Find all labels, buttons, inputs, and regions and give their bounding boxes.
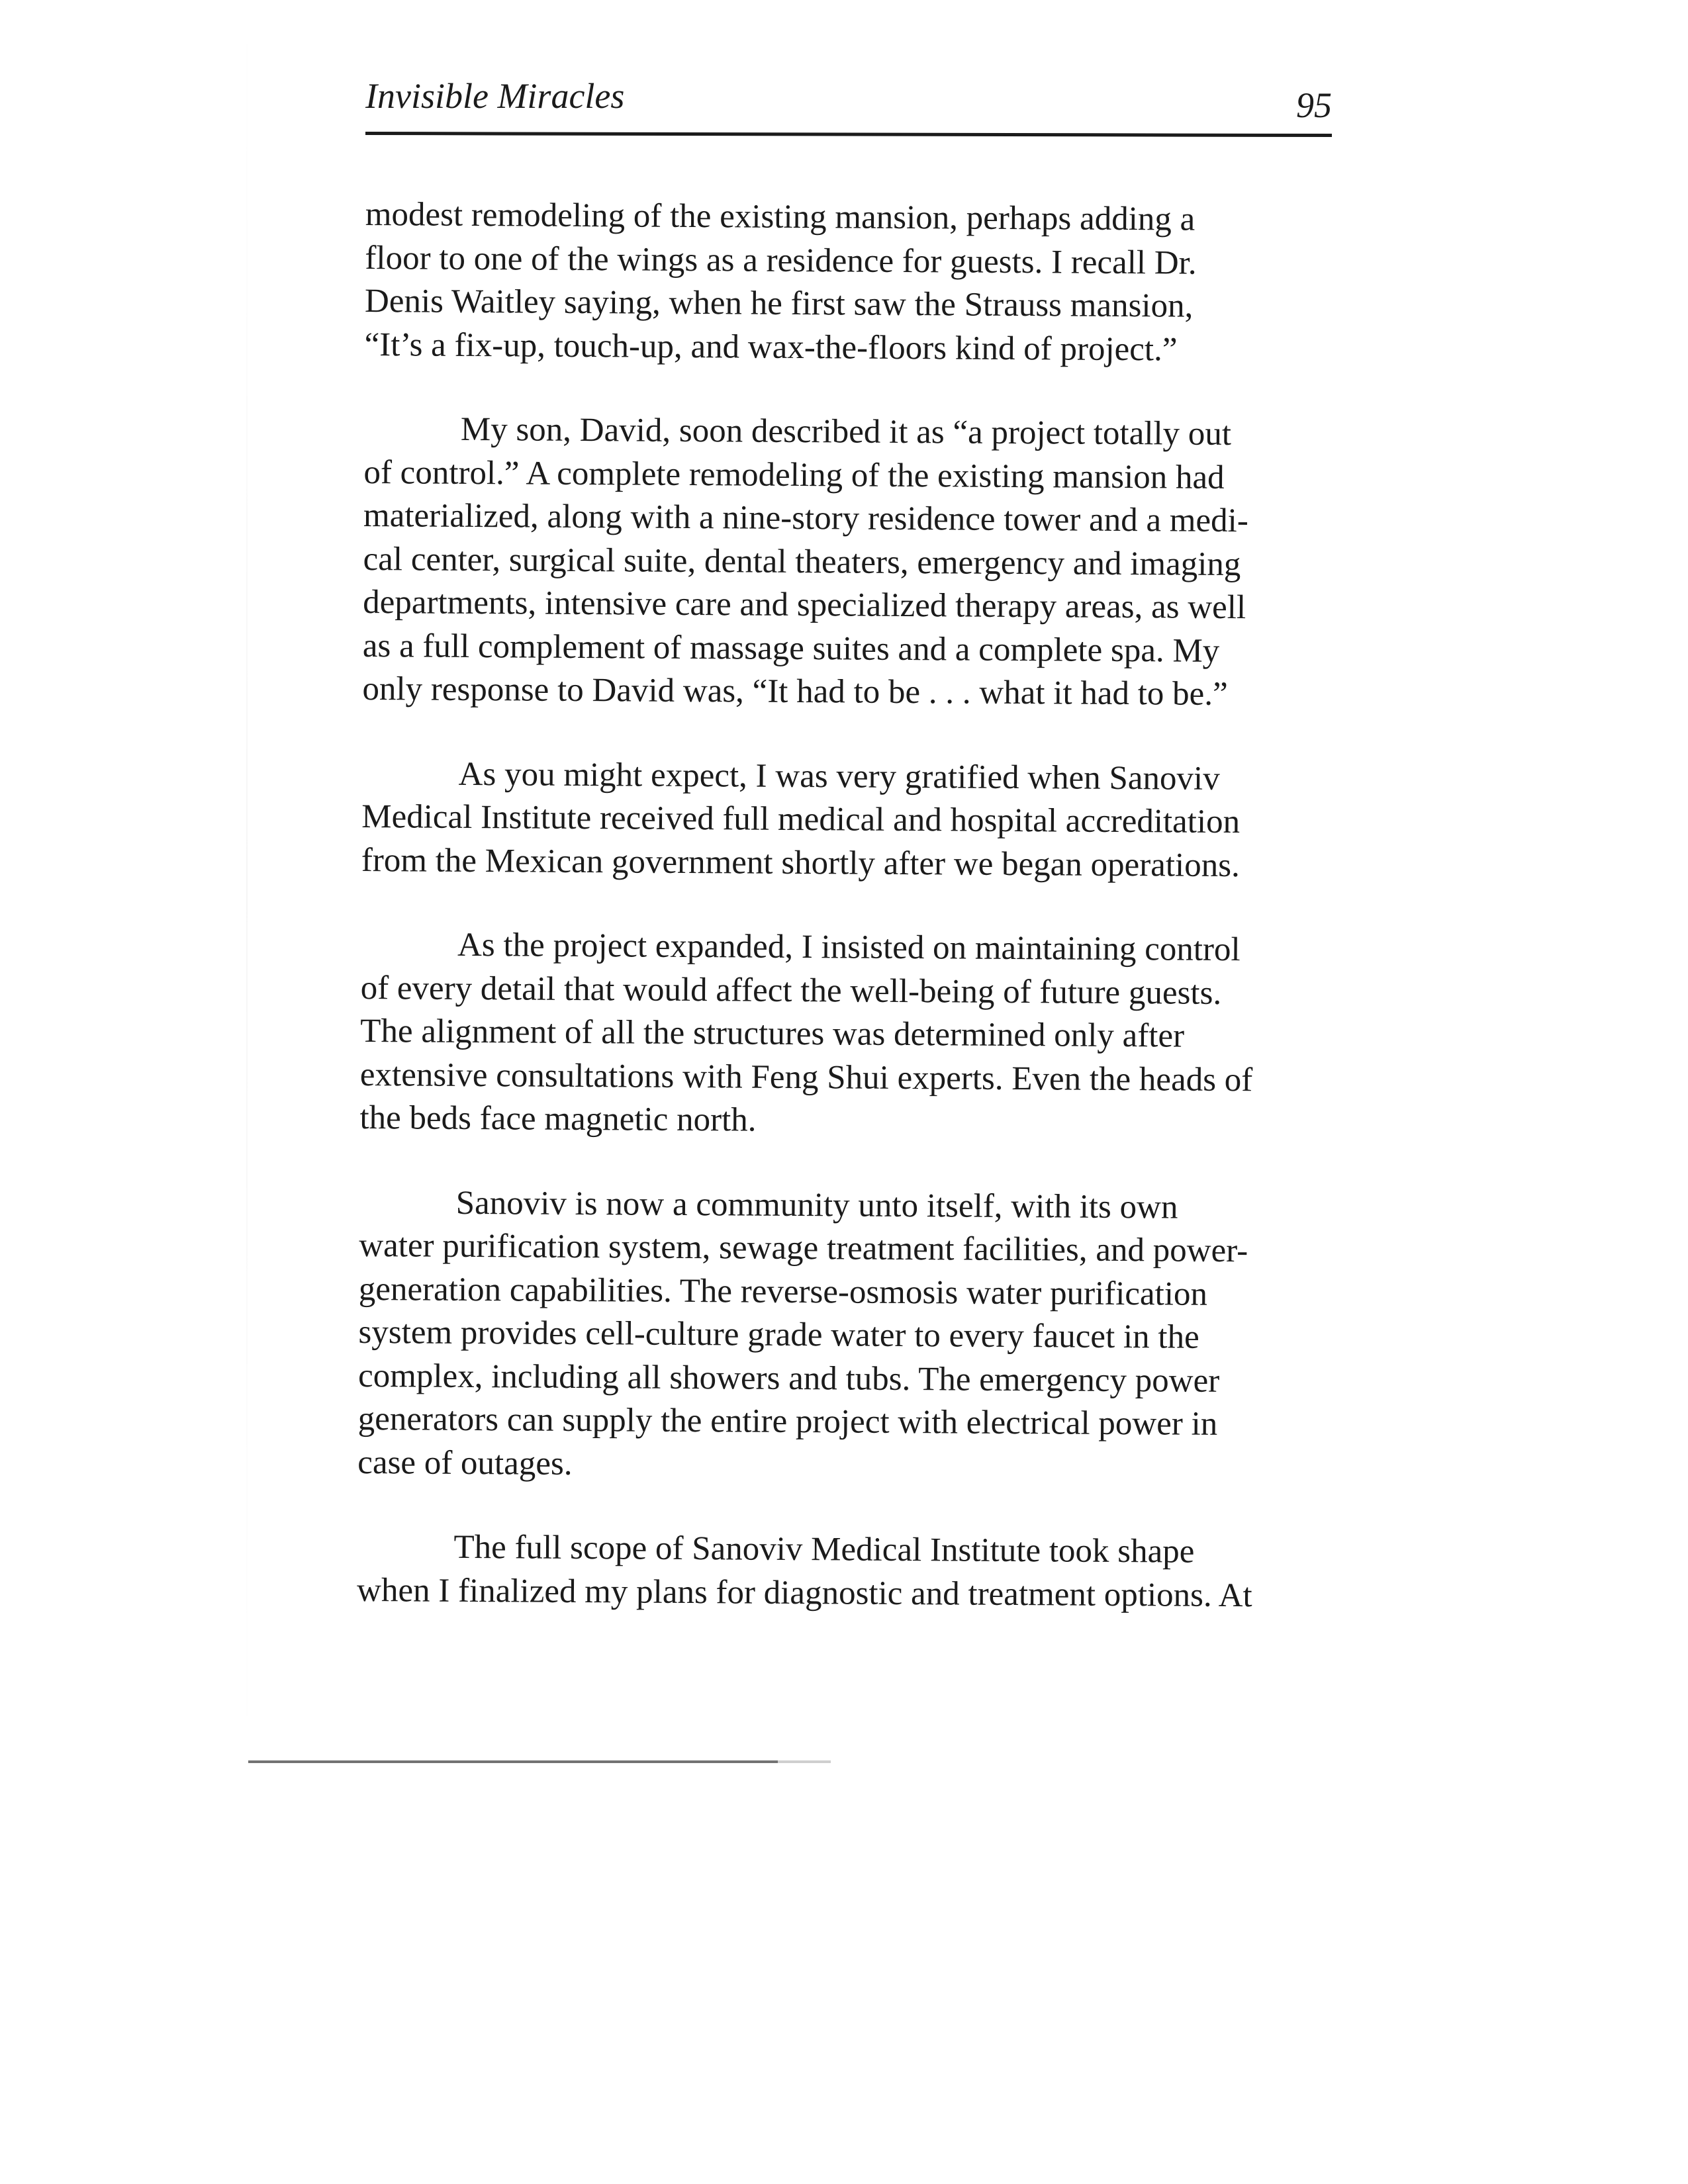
paragraph-2 — [362, 408, 1331, 717]
text-line: My son, David, soon described it as “a project totally out — [460, 410, 1232, 453]
paragraph-3 — [361, 752, 1329, 887]
text-line: cal center, surgical suite, dental theaters, emergency and imaging — [363, 540, 1241, 583]
scan-page-edge — [246, 0, 248, 1760]
text-line: generation capabilities. The reverse-osmosis water purification — [358, 1270, 1208, 1313]
text-line: of every detail that would affect the well-being of future guests. — [360, 969, 1222, 1012]
header-rule — [365, 132, 1332, 137]
paragraph-gap — [361, 882, 1327, 929]
page-bottom-edge — [248, 1760, 778, 1763]
page-bottom-edge-fade — [778, 1760, 831, 1763]
text-line: of control.” A complete remodeling of the existing mansion had — [363, 453, 1225, 496]
text-line: as a full complement of massage suites and a complete spa. My — [362, 627, 1220, 670]
paragraph-gap — [357, 1484, 1324, 1531]
text-line: The alignment of all the structures was determined only after — [360, 1012, 1185, 1055]
text-line: materialized, along with a nine-story residence tower and a medi- — [363, 496, 1248, 540]
text-line: from the Mexican government shortly after we began operations. — [361, 841, 1240, 884]
text-line: extensive consultations with Feng Shui experts. Even the heads of — [359, 1056, 1253, 1099]
paragraph-4 — [359, 923, 1327, 1146]
text-line: modest remodeling of the existing mansion, perhaps adding a — [365, 195, 1196, 238]
text-line: departments, intensive care and specialized therapy areas, as well — [363, 583, 1246, 627]
paragraph-gap — [364, 367, 1331, 414]
text-line: Medical Institute received full medical and hospital accreditation — [361, 797, 1241, 841]
page-number: 95 — [1296, 85, 1332, 125]
text-line: case of outages. — [357, 1443, 573, 1482]
paragraph-5 — [357, 1181, 1326, 1490]
text-line: Sanoviv is now a community unto itself, with its own — [455, 1184, 1178, 1226]
text-line: complex, including all showers and tubs. The emergency power — [357, 1357, 1220, 1400]
text-line: the beds face magnetic north. — [359, 1099, 757, 1139]
text-line: floor to one of the wings as a residence for guests. I recall Dr. — [365, 239, 1197, 282]
running-head — [365, 66, 1332, 139]
text-line: As you might expect, I was very gratified when Sanoviv — [458, 755, 1220, 797]
text-line: when I finalized my plans for diagnostic and treatment options. At — [356, 1571, 1252, 1614]
text-line: generators can supply the entire project with electrical power in — [357, 1400, 1218, 1443]
body-text — [357, 193, 1332, 1618]
text-line: Denis Waitley saying, when he first saw the Strauss mansion, — [364, 282, 1194, 325]
paragraph-6 — [357, 1525, 1324, 1618]
text-line: “It’s a fix-up, touch-up, and wax-the-floors kind of project.” — [364, 326, 1178, 368]
text-line: The full scope of Sanoviv Medical Institute took shape — [453, 1528, 1195, 1570]
paragraph-1 — [364, 193, 1332, 373]
running-title: Invisible Miracles — [365, 76, 625, 116]
text-line: system provides cell-culture grade water to every faucet in the — [358, 1313, 1199, 1356]
text-line: water purification system, sewage treatment facilities, and power- — [359, 1226, 1248, 1270]
text-line: As the project expanded, I insisted on maintaining control — [457, 926, 1241, 969]
paragraph-gap — [359, 1140, 1326, 1187]
paragraph-gap — [362, 711, 1329, 758]
text-line: only response to David was, “It had to be . . . what it had to be.” — [362, 670, 1228, 713]
